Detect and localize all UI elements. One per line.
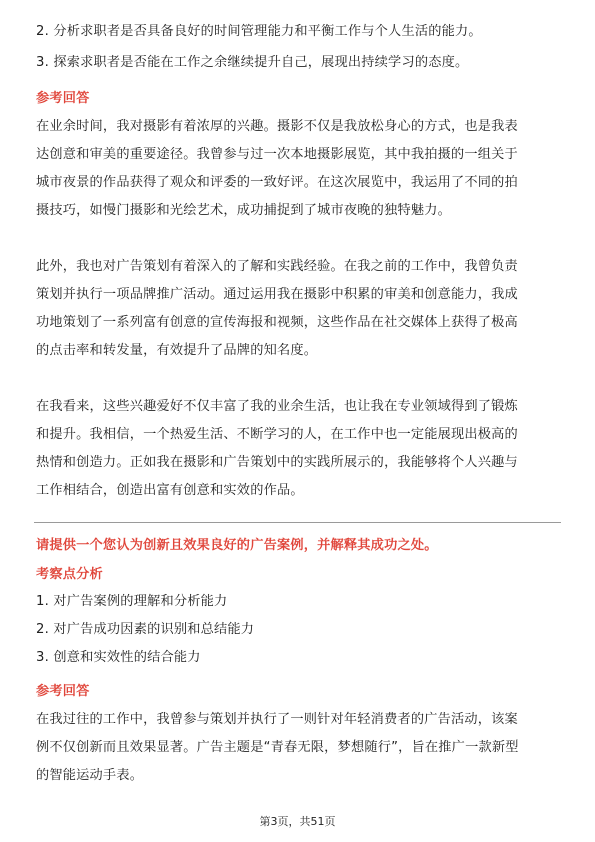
paragraph-line: 的点击率和转发量，有效提升了品牌的知名度。 <box>36 343 318 358</box>
paragraph-line: 例不仅创新而且效果显著。广告主题是“青春无限，梦想随行”，旨在推广一款新型 <box>36 740 519 755</box>
answer-heading: 参考回答 <box>36 91 90 106</box>
paragraph-line: 摄技巧，如慢门摄影和光绘艺术，成功捕捉到了城市夜晚的独特魅力。 <box>36 203 452 218</box>
paragraph-line: 在我过往的工作中，我曾参与策划并执行了一则针对年轻消费者的广告活动，该案 <box>36 712 518 727</box>
list-item: 1. 对广告案例的理解和分析能力 <box>36 594 228 609</box>
analysis-heading: 考察点分析 <box>36 567 103 582</box>
section-divider <box>34 522 561 523</box>
list-item: 3. 创意和实效性的结合能力 <box>36 650 201 665</box>
paragraph-line: 工作相结合，创造出富有创意和实效的作品。 <box>36 483 304 498</box>
paragraph-line: 热情和创造力。正如我在摄影和广告策划中的实践所展示的，我能够将个人兴趣与 <box>36 455 518 470</box>
paragraph-line: 此外，我也对广告策划有着深入的了解和实践经验。在我之前的工作中，我曾负责 <box>36 259 518 274</box>
paragraph-line: 在业余时间，我对摄影有着浓厚的兴趣。摄影不仅是我放松身心的方式，也是我表 <box>36 119 518 134</box>
list-item: 3. 探索求职者是否能在工作之余继续提升自己，展现出持续学习的态度。 <box>36 55 469 70</box>
paragraph-line: 的智能运动手表。 <box>36 768 144 783</box>
paragraph-line: 功地策划了一系列富有创意的宣传海报和视频，这些作品在社交媒体上获得了极高 <box>36 315 518 330</box>
paragraph-line: 城市夜景的作品获得了观众和评委的一致好评。在这次展览中，我运用了不同的拍 <box>36 175 518 190</box>
paragraph-line: 和提升。我相信，一个热爱生活、不断学习的人，在工作中也一定能展现出极高的 <box>36 427 518 442</box>
question-title: 请提供一个您认为创新且效果良好的广告案例，并解释其成功之处。 <box>36 538 438 553</box>
answer-heading: 参考回答 <box>36 684 90 699</box>
list-item: 2. 对广告成功因素的识别和总结能力 <box>36 622 255 637</box>
paragraph-line: 策划并执行一项品牌推广活动。通过运用我在摄影中积累的审美和创意能力，我成 <box>36 287 518 302</box>
list-item: 2. 分析求职者是否具备良好的时间管理能力和平衡工作与个人生活的能力。 <box>36 24 482 39</box>
page-number: 第3页，共51页 <box>259 815 336 828</box>
paragraph-line: 达创意和审美的重要途径。我曾参与过一次本地摄影展览，其中我拍摄的一组关于 <box>36 147 518 162</box>
paragraph-line: 在我看来，这些兴趣爱好不仅丰富了我的业余生活，也让我在专业领域得到了锻炼 <box>36 399 518 414</box>
